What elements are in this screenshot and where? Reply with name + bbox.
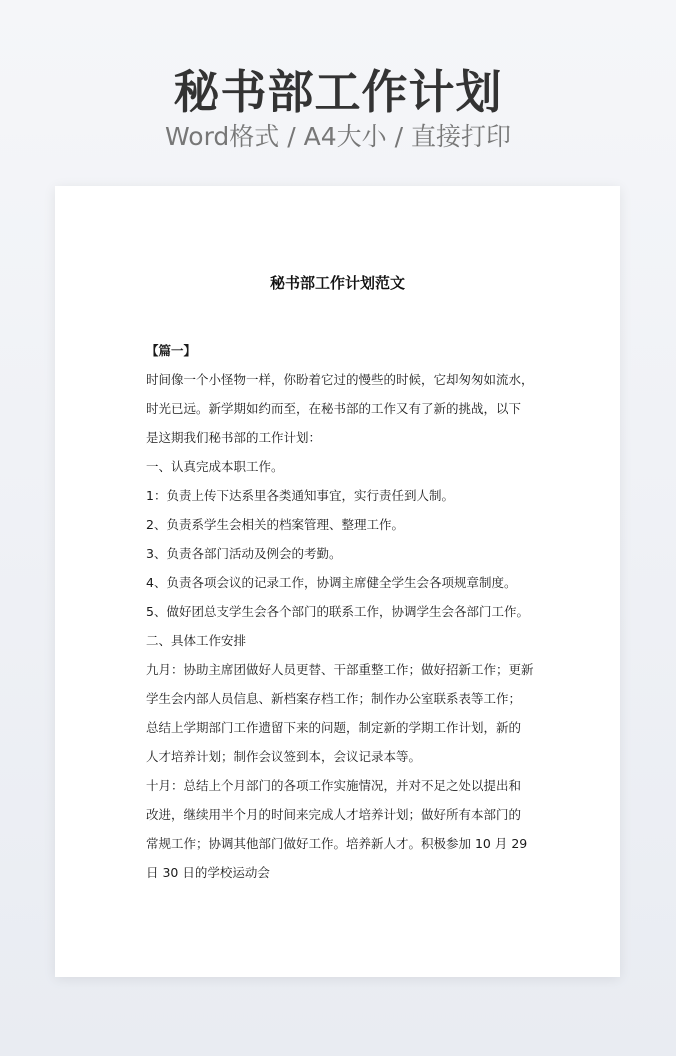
list-item: 4、负责各项会议的记录工作，协调主席健全学生会各项规章制度。 — [146, 575, 517, 590]
paragraph-line: 日 30 日的学校运动会 — [146, 865, 270, 880]
paragraph-line: 人才培养计划；制作会议签到本，会议记录本等。 — [146, 749, 422, 764]
paragraph-line: 九月：协助主席团做好人员更替、干部重整工作；做好招新工作；更新 — [146, 662, 534, 677]
banner-subtitle: Word格式 / A4大小 / 直接打印 — [165, 122, 511, 151]
section-label: 【篇一】 — [146, 343, 197, 358]
paragraph-line: 是这期我们秘书部的工作计划： — [146, 430, 322, 445]
list-item: 5、做好团总支学生会各个部门的联系工作，协调学生会各部门工作。 — [146, 604, 529, 619]
paragraph-line: 学生会内部人员信息、新档案存档工作；制作办公室联系表等工作； — [146, 691, 522, 706]
heading-line: 一、认真完成本职工作。 — [146, 459, 284, 474]
banner-title: 秘书部工作计划 — [173, 65, 503, 119]
paragraph-line: 时间像一个小怪物一样，你盼着它过的慢些的时候，它却匆匆如流水， — [146, 372, 534, 387]
paragraph-line: 总结上学期部门工作遗留下来的问题，制定新的学期工作计划，新的 — [146, 720, 522, 735]
document-body — [146, 336, 534, 887]
heading-line: 二、具体工作安排 — [146, 633, 247, 648]
document-title: 秘书部工作计划范文 — [269, 274, 405, 292]
list-item: 1：负责上传下达系里各类通知事宜，实行责任到人制。 — [146, 488, 454, 503]
list-item: 3、负责各部门活动及例会的考勤。 — [146, 546, 342, 561]
document-page — [55, 186, 620, 977]
paragraph-line: 十月：总结上个月部门的各项工作实施情况，并对不足之处以提出和 — [146, 778, 522, 793]
paragraph-line: 时光已远。新学期如约而至，在秘书部的工作又有了新的挑战，以下 — [146, 401, 522, 416]
list-item: 2、负责系学生会相关的档案管理、整理工作。 — [146, 517, 404, 532]
paragraph-line: 常规工作；协调其他部门做好工作。培养新人才。积极参加 10 月 29 — [146, 836, 528, 851]
paragraph-line: 改进，继续用半个月的时间来完成人才培养计划；做好所有本部门的 — [146, 807, 522, 822]
